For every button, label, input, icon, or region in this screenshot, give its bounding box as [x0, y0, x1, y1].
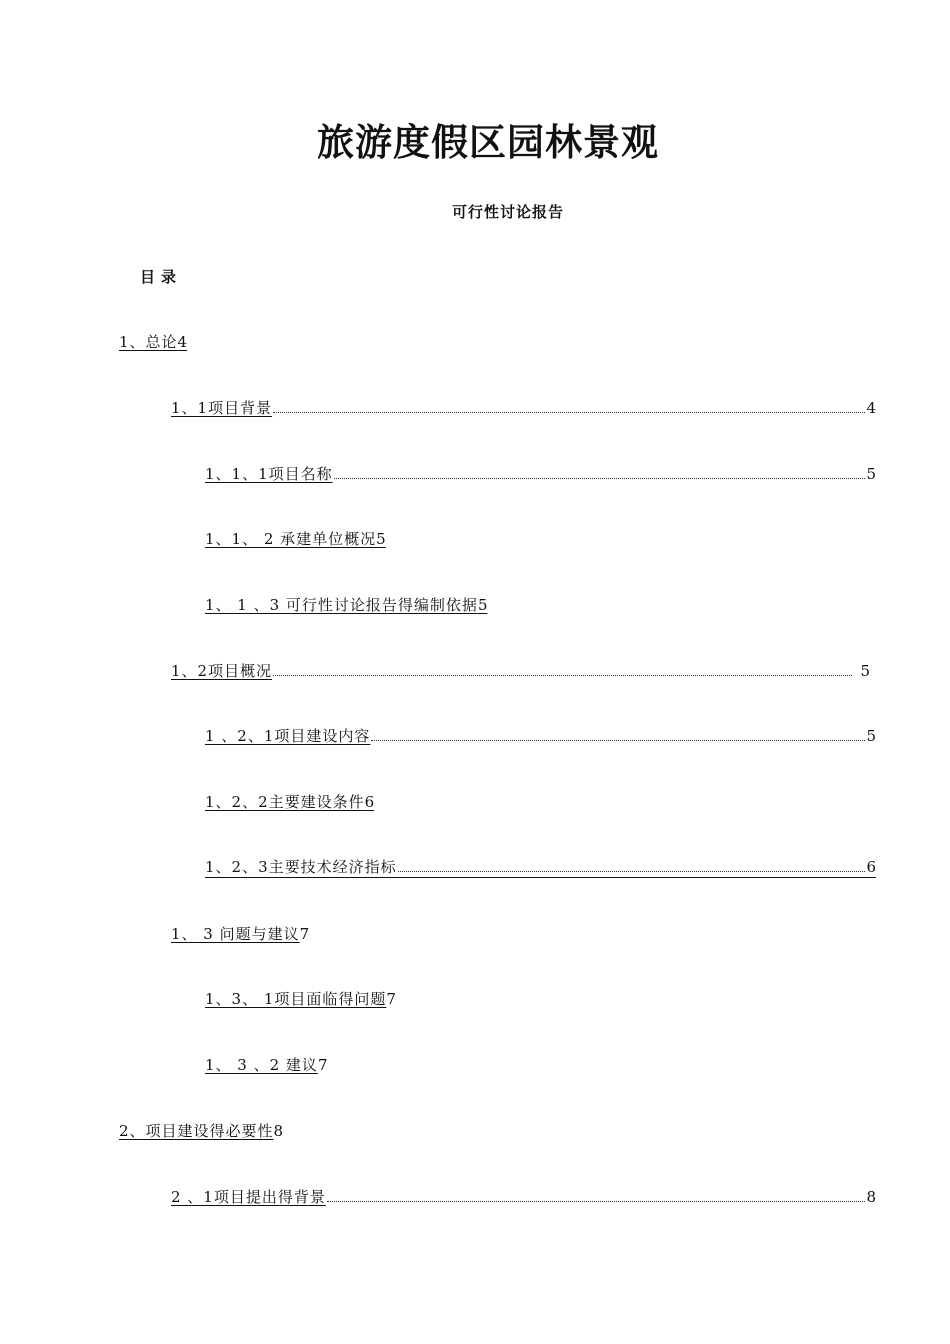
toc-dot-leader — [371, 740, 865, 741]
toc-entry-1-3-2[interactable] — [205, 1053, 327, 1075]
toc-entry-page: 5 — [866, 727, 876, 745]
toc-entry-label: 1、2、2主要建设条件 — [205, 793, 365, 811]
toc-entry-1-1-1[interactable] — [205, 462, 876, 484]
toc-dot-leader — [273, 412, 865, 413]
toc-entry-page: 8 — [866, 1188, 876, 1206]
toc-entry-label: 1、2、3主要技术经济指标 — [205, 858, 397, 876]
toc-entry-page: 4 — [866, 399, 876, 417]
toc-entry-page: 5 — [866, 465, 876, 483]
toc-entry-label: 2、项目建设得必要性 — [119, 1122, 274, 1140]
toc-entry-label: 1、2项目概况 — [171, 662, 273, 680]
toc-entry-label: 1、 3 、2 建议 — [205, 1056, 318, 1074]
toc-entry-page: 6 — [866, 858, 876, 876]
toc-heading: 目录 — [140, 268, 183, 286]
toc-entry-page: 7 — [386, 990, 396, 1008]
toc-entry-page: 5 — [376, 530, 386, 548]
toc-entry-page: 7 — [317, 1056, 328, 1074]
toc-entry-1[interactable] — [119, 330, 187, 352]
toc-entry-page: 4 — [177, 333, 188, 351]
toc-entry-1-1-2[interactable] — [205, 527, 386, 549]
toc-entry-label: 1 、2、1项目建设内容 — [205, 727, 371, 745]
toc-entry-1-2[interactable] — [171, 659, 870, 681]
toc-entry-label: 1、 3 问题与建议 — [171, 925, 300, 943]
toc-entry-1-2-1[interactable] — [205, 724, 876, 746]
toc-entry-page: 7 — [299, 925, 310, 943]
toc-entry-label: 1、1、1项目名称 — [205, 465, 333, 483]
toc-dot-leader — [334, 478, 866, 479]
toc-entry-1-3[interactable] — [171, 922, 309, 944]
toc-entry-label: 1、1项目背景 — [171, 399, 273, 417]
toc-entry-page: 5 — [860, 662, 870, 680]
toc-entry-2-1[interactable] — [171, 1185, 876, 1207]
toc-dot-leader — [398, 871, 866, 872]
toc-dot-leader — [273, 675, 852, 676]
toc-entry-label: 1、总论 — [119, 333, 178, 351]
toc-entry-1-2-2[interactable] — [205, 790, 374, 812]
document-subtitle: 可行性讨论报告 — [451, 203, 564, 221]
toc-entry-page: 8 — [273, 1122, 284, 1140]
toc-entry-page: 5 — [477, 596, 488, 614]
toc-entry-2[interactable] — [119, 1119, 283, 1141]
toc-entry-1-1[interactable] — [171, 396, 876, 418]
toc-entry-1-1-3[interactable] — [205, 593, 487, 615]
toc-entry-label: 1、 1 、3 可行性讨论报告得编制依据 — [205, 596, 478, 614]
toc-entry-label: 1、3、 1项目面临得问题 — [205, 990, 387, 1008]
toc-entry-page: 6 — [364, 793, 375, 811]
toc-dot-leader — [327, 1201, 866, 1202]
document-title: 旅游度假区园林景观 — [317, 121, 659, 164]
toc-entry-1-3-1[interactable] — [205, 987, 396, 1009]
toc-entry-label: 2 、1项目提出得背景 — [171, 1188, 326, 1206]
toc-entry-1-2-3[interactable] — [205, 856, 876, 878]
toc-entry-label: 1、1、 2 承建单位概况 — [205, 530, 377, 548]
